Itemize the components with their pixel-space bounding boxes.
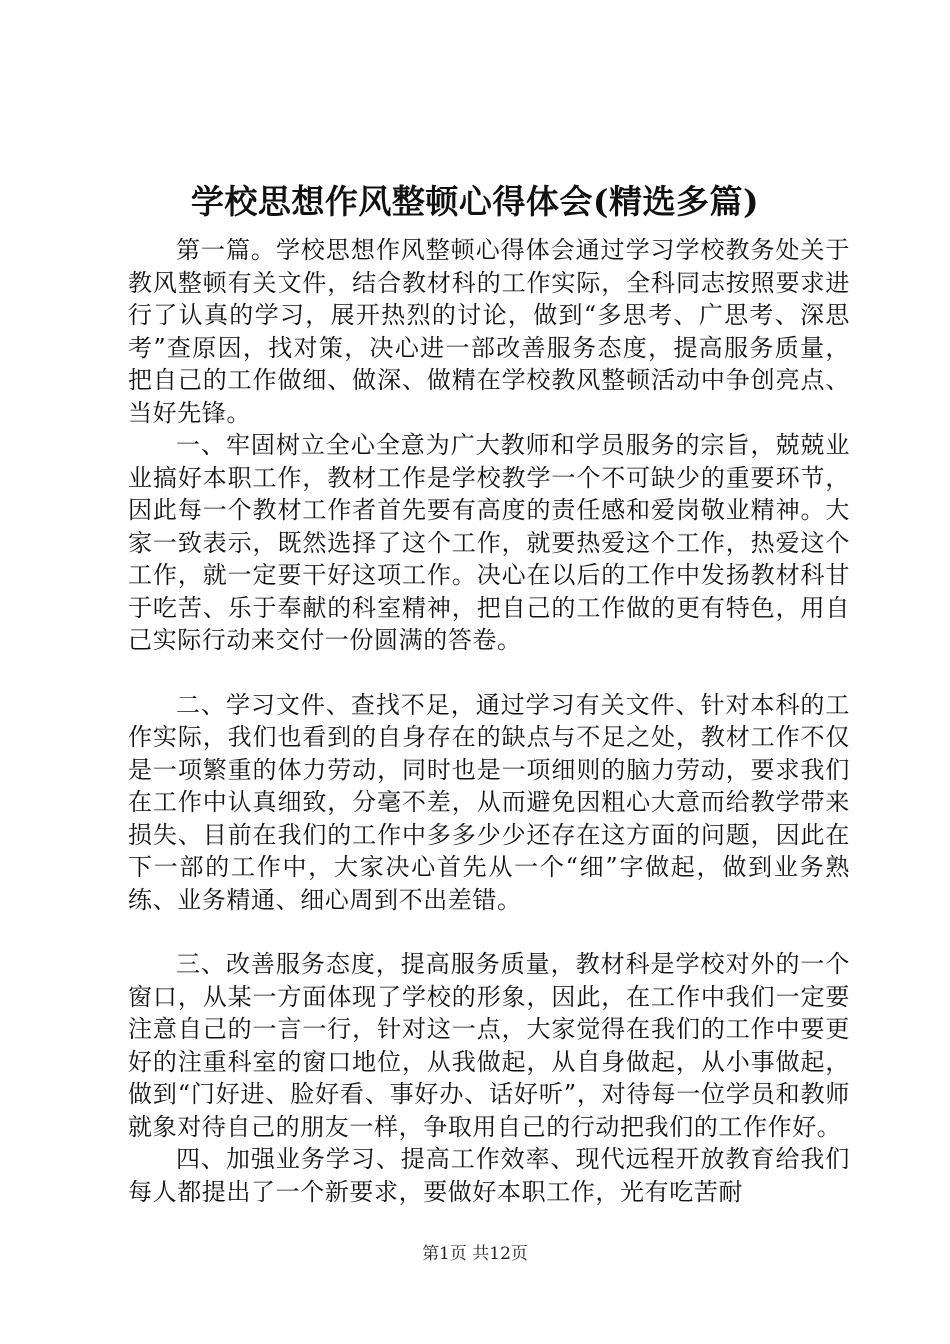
paragraph-point-4: 四、加强业务学习、提高工作效率、现代远程开放教育给我们每人都提出了一个新要求，要做好本职工作，光有吃苦耐: [128, 1145, 850, 1206]
page-number-footer: 第1页 共12页: [422, 1244, 528, 1264]
paragraph-point-3: 三、改善服务态度，提高服务质量，教材科是学校对外的一个窗口，从某一方面体现了学校的形象，因此，在工作中我们一定要注意自己的一言一行，针对这一点，大家觉得在我们的工作中要更好的注重科室的窗口地位，从我做起，从自身做起，从小事做起，做到“门好进、脸好看、事好办、话好听”，对待每一位学员和教师就象对待自己的朋友一样，争取用自己的行动把我们的工作作好。: [128, 950, 850, 1141]
document-title: 学校思想作风整顿心得体会(精选多篇): [190, 182, 760, 221]
document-body: [128, 234, 850, 1208]
paragraph-point-1: 一、牢固树立全心全意为广大教师和学员服务的宗旨，兢兢业业搞好本职工作，教材工作是学校教学一个不可缺少的重要环节，因此每一个教材工作者首先要有高度的责任感和爱岗敬业精神。大家一致表示，既然选择了这个工作，就要热爱这个工作，热爱这个工作，就一定要干好这项工作。决心在以后的工作中发扬教材科甘于吃苦、乐于奉献的科室精神，把自己的工作做的更有特色，用自己实际行动来交付一份圆满的答卷。: [128, 431, 850, 654]
paragraph-point-2: 二、学习文件、查找不足，通过学习有关文件、针对本科的工作实际，我们也看到的自身存在的缺点与不足之处，教材工作不仅是一项繁重的体力劳动，同时也是一项细则的脑力劳动，要求我们在工作中认真细致，分毫不差，从而避免因粗心大意而给教学带来损失、目前在我们的工作中多多少少还存在这方面的问题，因此在下一部的工作中，大家决心首先从一个“细”字做起，做到业务熟练、业务精通、细心周到不出差错。: [128, 690, 850, 914]
paragraph-intro: 第一篇。学校思想作风整顿心得体会通过学习学校教务处关于教风整顿有关文件，结合教材科的工作实际，全科同志按照要求进行了认真的学习，展开热烈的讨论，做到“多思考、广思考、深思考”查原因，找对策，决心进一部改善服务态度，提高服务质量，把自己的工作做细、做深、做精在学校教风整顿活动中争创亮点、当好先锋。: [128, 236, 850, 427]
